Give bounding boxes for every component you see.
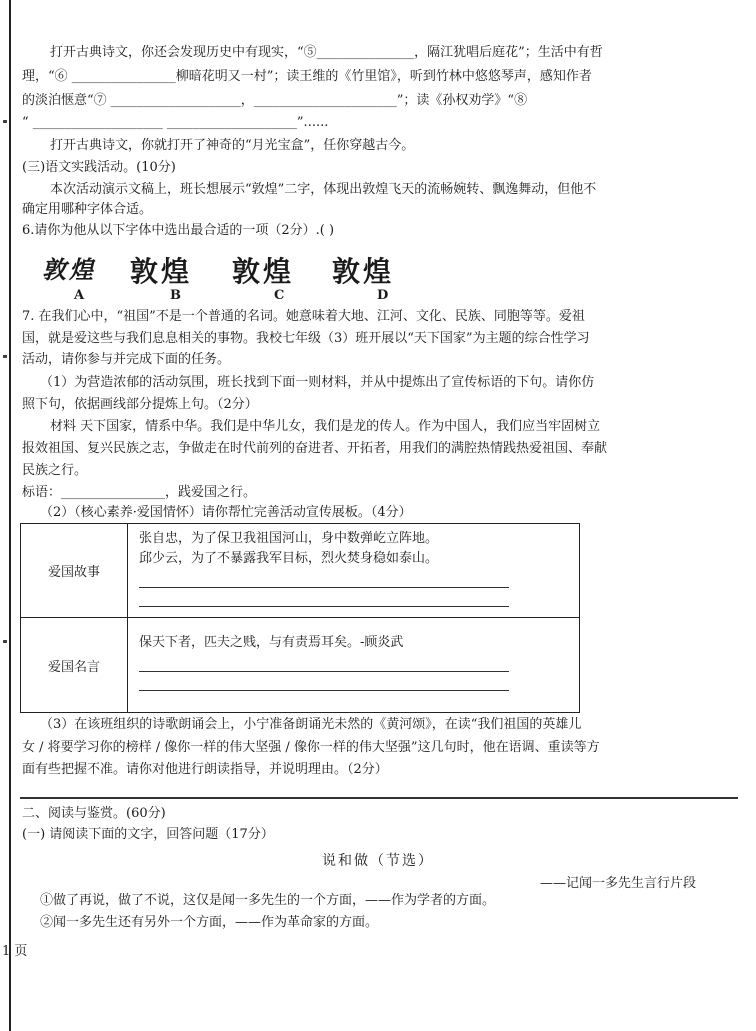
story-label: 爱国故事 [21,524,128,618]
question-7: 国，就是爱这些与我们息息相关的事物。我校七年级（3）班开展以“天下国家”为主题的综合性学习 [22,331,590,346]
question-7-3: 面有些把握不准。请你对他进行朗读指导，并说明理由。（2分） [22,762,388,777]
article-title: 说和做（节选） [322,853,434,869]
slogan-line: 标语：________________，践爱国之行。 [22,485,257,500]
font-sample-row [22,250,442,288]
poetry-line: “ ____________________ ____________________”...... [22,115,329,130]
question-7-1: （1）为营造浓郁的活动氛围，班长找到下面一则材料，并从中提炼出了宣传标语的下句。请你仿 [40,375,595,390]
question-7-2: （2）（核心素养·爱国情怀）请你帮忙完善活动宣传展板。（4分） [40,505,412,520]
poetry-line: 打开古典诗文，你还会发现历史中有现实，“⑤_______________，隔江犹唱后庭花”；生活中有哲 [50,45,603,60]
section-2-subheading: (一) 请阅读下面的文字，回答问题（17分） [22,827,274,842]
answer-blank[interactable] [139,588,509,607]
activity-text: 本次活动演示文稿上，班长想展示“敦煌”二字，体现出敦煌飞天的流畅婉转、飘逸舞动，但他不 [50,182,597,197]
font-sample-b: 敦煌 [130,255,193,288]
story-line: 张自忠，为了保卫我祖国河山，身中数弹屹立阵地。 [139,531,439,546]
question-7: 活动，请你参与并完成下面的任务。 [22,352,231,367]
scan-mark [3,640,7,643]
quote-label: 爱国名言 [21,618,128,713]
quote-cell [128,618,580,713]
article-paragraph: ①做了再说，做了不说，这仅是闻一多先生的一个方面，——作为学者的方面。 [40,893,496,908]
option-labels [22,288,442,304]
article-subtitle: ——记闻一多先生言行片段 [539,876,696,891]
section-divider [20,797,738,799]
scan-mark [3,355,7,358]
font-sample-a: 敦煌 [42,256,96,284]
page-number: 1 页 [2,944,28,959]
material-text: 报效祖国、复兴民族之志，争做走在时代前列的奋进者、开拓者，用我们的满腔热情践热爱祖国、奉献 [22,441,608,456]
option-c-label: C [274,288,285,303]
question-6: 6.请你为他从以下字体中选出最合适的一项（2分）.( ) [22,223,335,238]
activity-text: 确定用哪种字体合适。 [22,202,153,217]
font-sample-d: 敦煌 [332,257,395,288]
question-7-1: 照下句，依据画线部分提炼上句。（2分） [22,397,258,412]
answer-blank[interactable] [139,569,509,588]
option-b-label: B [170,288,181,303]
page-left-rule [9,0,11,1031]
story-cell [128,524,580,618]
answer-blank[interactable] [139,672,509,691]
poetry-line: 打开古典诗文，你就打开了神奇的“月光宝盒”，任你穿越古今。 [50,138,415,153]
article-paragraph: ②闻一多先生还有另外一个方面，——作为革命家的方面。 [40,915,379,930]
section-2-heading: 二、阅读与鉴赏。(60分) [22,806,166,821]
quote-line: 保天下者，匹夫之贱，与有责焉耳矣。-顾炎武 [139,635,404,650]
display-board-table [20,523,580,713]
question-7-3: 女 / 将要学习你的榜样 / 像你一样的伟大坚强 / 像你一样的伟大坚强”这几句时，他在语调、重读等方 [22,740,600,755]
font-sample-c: 敦煌 [232,255,295,288]
option-a-label: A [74,288,85,303]
answer-blank[interactable] [139,653,509,672]
poetry-line: 理，“⑥ ________________柳暗花明又一村”；读王维的《竹里馆》，听到竹林中悠悠琴声，感知作者 [22,69,592,84]
material-text: 民族之行。 [22,463,88,478]
material-text: 材料 天下国家，情系中华。我们是中华儿女，我们是龙的传人。作为中国人，我们应当牢固树立 [50,419,601,434]
option-d-label: D [377,288,389,303]
section-heading: (三)语文实践活动。(10分) [22,160,176,175]
scan-mark [3,120,7,123]
question-7: 7. 在我们心中，“祖国”不是一个普通的名词。她意味着大地、江河、文化、民族、同胞等等。爱祖 [22,309,585,324]
question-7-3: （3）在该班组织的诗歌朗诵会上，小宁准备朗诵光未然的《黄河颂》，在读“我们祖国的英雄儿 [40,717,582,732]
poetry-line: 的淡泊惬意“⑦ ____________________，______________________”；读《孙权劝学》“⑧ [22,93,528,108]
story-line: 邱少云，为了不暴露我军目标，烈火焚身稳如泰山。 [139,551,439,566]
